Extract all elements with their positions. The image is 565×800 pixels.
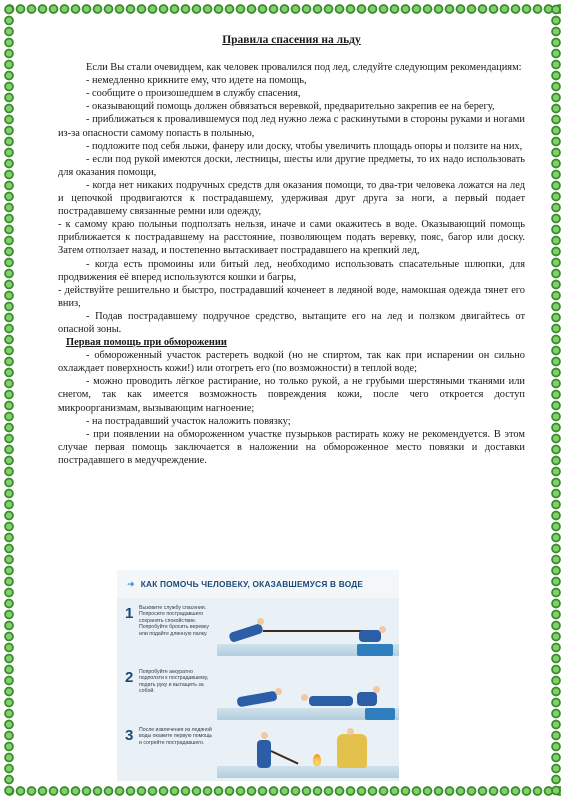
frostbite-item: - обмороженный участок растереть водкой (но не спиртом, так как при испарении он сильно охлаждает поверхность кожи!) или отогреть его (по возможности) в теплой воде;	[58, 350, 525, 375]
rule-item: - немедленно крикните ему, что идете на помощь,	[86, 75, 307, 87]
border-left	[2, 4, 16, 796]
infographic-step	[117, 664, 399, 720]
step-illustration	[217, 664, 399, 720]
frostbite-item: - на пострадавший участок наложить повязку;	[86, 415, 291, 427]
rescue-infographic	[117, 570, 399, 781]
infographic-header	[117, 570, 399, 598]
frostbite-item: - можно проводить лёгкое растирание, но только рукой, а не грубыми шерстяными тканями или снегом, так как имеется возможность повреждения кожи, после чего откроется доступ микроорганизмам, вызывающим нагноение;	[58, 376, 525, 414]
rule-item: - когда есть промоины или битый лед, необходимо использовать спасательные шлюпки, для продвижения её вперед используются кошки и багры,	[58, 258, 525, 283]
border-right	[549, 4, 563, 796]
step-illustration	[217, 722, 399, 778]
rule-item: - приближаться к провалившемуся под лед нужно лежа с раскинутыми в стороны руками и ногами из-за опасности самому попасть в полынью,	[58, 114, 525, 139]
step-number: 2	[125, 669, 134, 686]
arrow-right-icon: ➜	[127, 578, 135, 589]
rule-item: - подложите под себя лыжи, фанеру или доску, чтобы увеличить площадь опоры и ползите на них,	[86, 140, 523, 152]
step-text: После извлечения из ледяной воды окажите первую помощь и согрейте пострадавшего.	[139, 727, 213, 746]
infographic-heading: КАК ПОМОЧЬ ЧЕЛОВЕКУ, ОКАЗАВШЕМУСЯ В ВОДЕ	[140, 579, 364, 589]
rule-item: - оказывающий помощь должен обвязаться веревкой, предварительно закрепив ее на берегу,	[86, 101, 495, 113]
rule-item: - если под рукой имеются доски, лестницы, шесты или другие предметы, то их надо использовать для оказания помощи,	[58, 153, 525, 178]
frostbite-heading: Первая помощь при обморожении	[66, 337, 227, 349]
document-title: Правила спасения на льду	[222, 34, 361, 46]
rule-item: - сообщите о произошедшем в службу спасения,	[86, 88, 301, 100]
document-body	[58, 34, 525, 467]
border-bottom	[4, 784, 561, 798]
rule-continued: - к самому краю полыньи подползать нельзя, иначе и сами окажитесь в воде. Оказывающий помощь приближается к пострадавшему на расстояние, позволяющем подать веревку, пояс, багор или доску. Затем отползает назад, и постепенно вытаскивает пострадавшего на крепкий лед,	[58, 219, 525, 257]
step-illustration	[217, 600, 399, 656]
step-number: 3	[125, 727, 134, 744]
frostbite-item: - при появлении на обмороженном участке пузырьков растирать кожу не рекомендуется. В этом случае первая помощь заключается в наложении на обмороженное место повязки и доставки пострадавшего в медучреждение.	[58, 428, 525, 466]
infographic-step	[117, 722, 399, 778]
rule-item: - Подав пострадавшему подручное средство, вытащите его на лед и ползком двигайтесь от опасной зоны.	[58, 310, 525, 335]
intro-paragraph: Если Вы стали очевидцем, как человек провалился под лед, следуйте следующим рекомендациям:	[86, 62, 522, 74]
border-top	[4, 2, 561, 16]
step-number: 1	[125, 605, 134, 622]
step-text: Попробуйте аккуратно подползти к пострадавшему, подать руку и вытащить за собой.	[139, 669, 209, 695]
infographic-step	[117, 600, 399, 656]
rule-item: - действуйте решительно и быстро, пострадавший коченеет в ледяной воде, намокшая одежда тянет его вниз,	[58, 284, 525, 309]
step-text: Вызовите службу спасения. Попросите пострадавшего сохранять спокойствие. Попробуйте бросить веревку или подайте длинную палку.	[139, 605, 209, 637]
rule-item: - когда нет никаких подручных средств для оказания помощи, то два-три человека ложатся на лед и цепочкой продвигаются к пострадавшему, удерживая друг друга за ноги, а первый подает пострадавшему связанные ремни или одежду,	[58, 179, 525, 218]
